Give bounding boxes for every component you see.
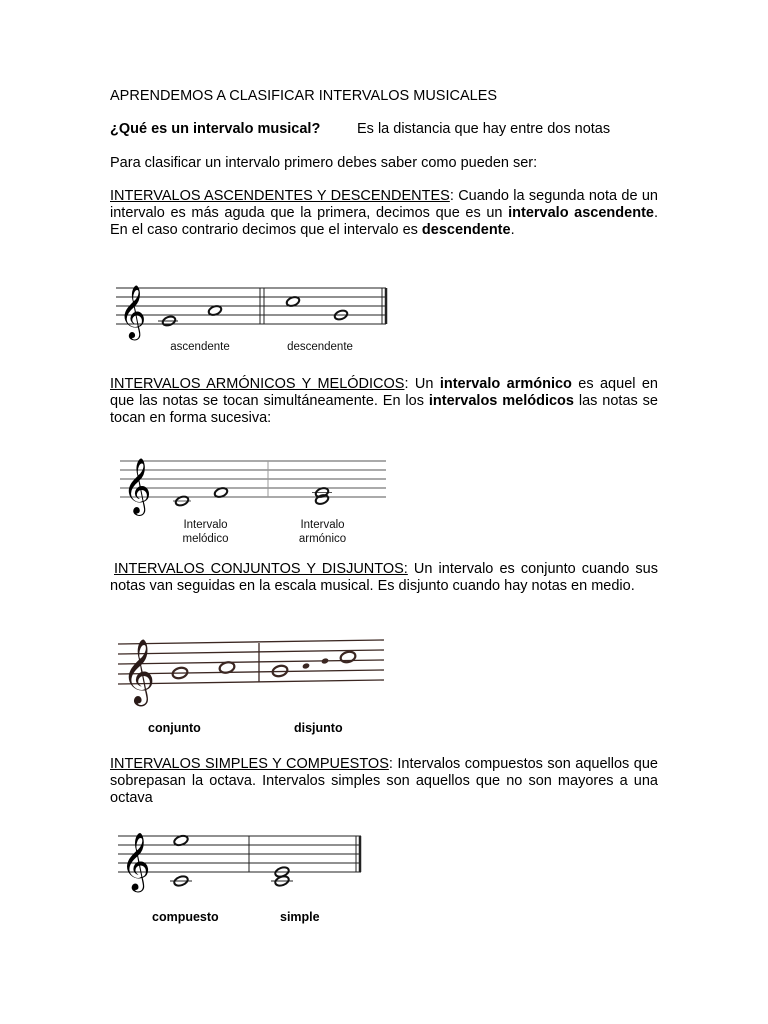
- question-heading: ¿Qué es un intervalo musical?: [110, 121, 321, 137]
- section-ascending-descending: [110, 188, 658, 239]
- treble-clef-icon: 𝄞: [122, 639, 156, 704]
- filled-note: [302, 662, 310, 669]
- caption-line: Intervalo: [300, 519, 345, 531]
- bold-term: intervalo ascendente: [508, 205, 654, 221]
- section-harmonic-melodic: [110, 376, 658, 427]
- caption-descendente: descendente: [287, 341, 353, 353]
- staff-simple-compound: [118, 826, 368, 888]
- caption-disjunto: disjunto: [294, 721, 343, 735]
- bold-term: intervalo armónico: [439, 376, 572, 392]
- bold-term: descendente: [421, 222, 511, 238]
- staff-ascending-descending: [116, 282, 391, 338]
- bold-term: intervalos melódicos: [428, 393, 574, 409]
- caption-line: armónico: [298, 533, 347, 545]
- section-heading: INTERVALOS SIMPLES Y COMPUESTOS: [110, 756, 389, 772]
- question-answer: Es la distancia que hay entre dos notas: [357, 121, 611, 137]
- body-text: las notas se tocan en forma sucesiva:: [110, 393, 658, 426]
- treble-clef-icon: 𝄞: [121, 832, 151, 890]
- caption-melodic: [168, 518, 243, 546]
- section-heading: INTERVALOS ASCENDENTES Y DESCENDENTES: [110, 188, 450, 204]
- body-text: es aquel en que las notas se tocan simultáneamente. En los: [110, 376, 658, 409]
- caption-simple: simple: [280, 910, 320, 924]
- treble-clef-icon: 𝄞: [119, 284, 147, 338]
- body-text: . En el caso contrario decimos que el intervalo es: [110, 205, 658, 238]
- section-heading: INTERVALOS ARMÓNICOS Y MELÓDICOS: [110, 376, 405, 392]
- body-text: .: [510, 222, 515, 238]
- caption-compuesto: compuesto: [152, 910, 219, 924]
- body-text: Un intervalo es conjunto cuando sus notas van seguidas en la escala musical. Es disjunto cuando hay notas en medio.: [110, 561, 658, 594]
- caption-harmonic: [285, 518, 360, 546]
- staff-harmonic-melodic: [120, 455, 390, 514]
- treble-clef-icon: 𝄞: [123, 458, 152, 514]
- intro-text: Para clasificar un intervalo primero debes saber como pueden ser:: [110, 155, 538, 171]
- caption-conjunto: conjunto: [148, 721, 201, 735]
- body-text: : Un: [404, 376, 440, 392]
- section-conjunct-disjunct: [110, 561, 658, 595]
- caption-line: melódico: [182, 533, 229, 545]
- filled-note: [321, 657, 329, 664]
- staff-conjunct-disjunct: [118, 634, 388, 704]
- section-heading: INTERVALOS CONJUNTOS Y DISJUNTOS:: [114, 561, 408, 577]
- section-simple-compound: [110, 756, 658, 807]
- page-title: APRENDEMOS A CLASIFICAR INTERVALOS MUSICALES: [110, 88, 498, 104]
- body-text: : Cuando la segunda nota de un intervalo es más aguda que la primera, decimos que es un: [110, 188, 658, 221]
- whole-note: [339, 650, 356, 664]
- caption-line: Intervalo: [183, 519, 228, 531]
- body-text: : Intervalos compuestos son aquellos que sobrepasan la octava. Intervalos simples son aquellos que no son mayores a una octava: [110, 756, 658, 806]
- caption-ascendente: ascendente: [170, 341, 230, 353]
